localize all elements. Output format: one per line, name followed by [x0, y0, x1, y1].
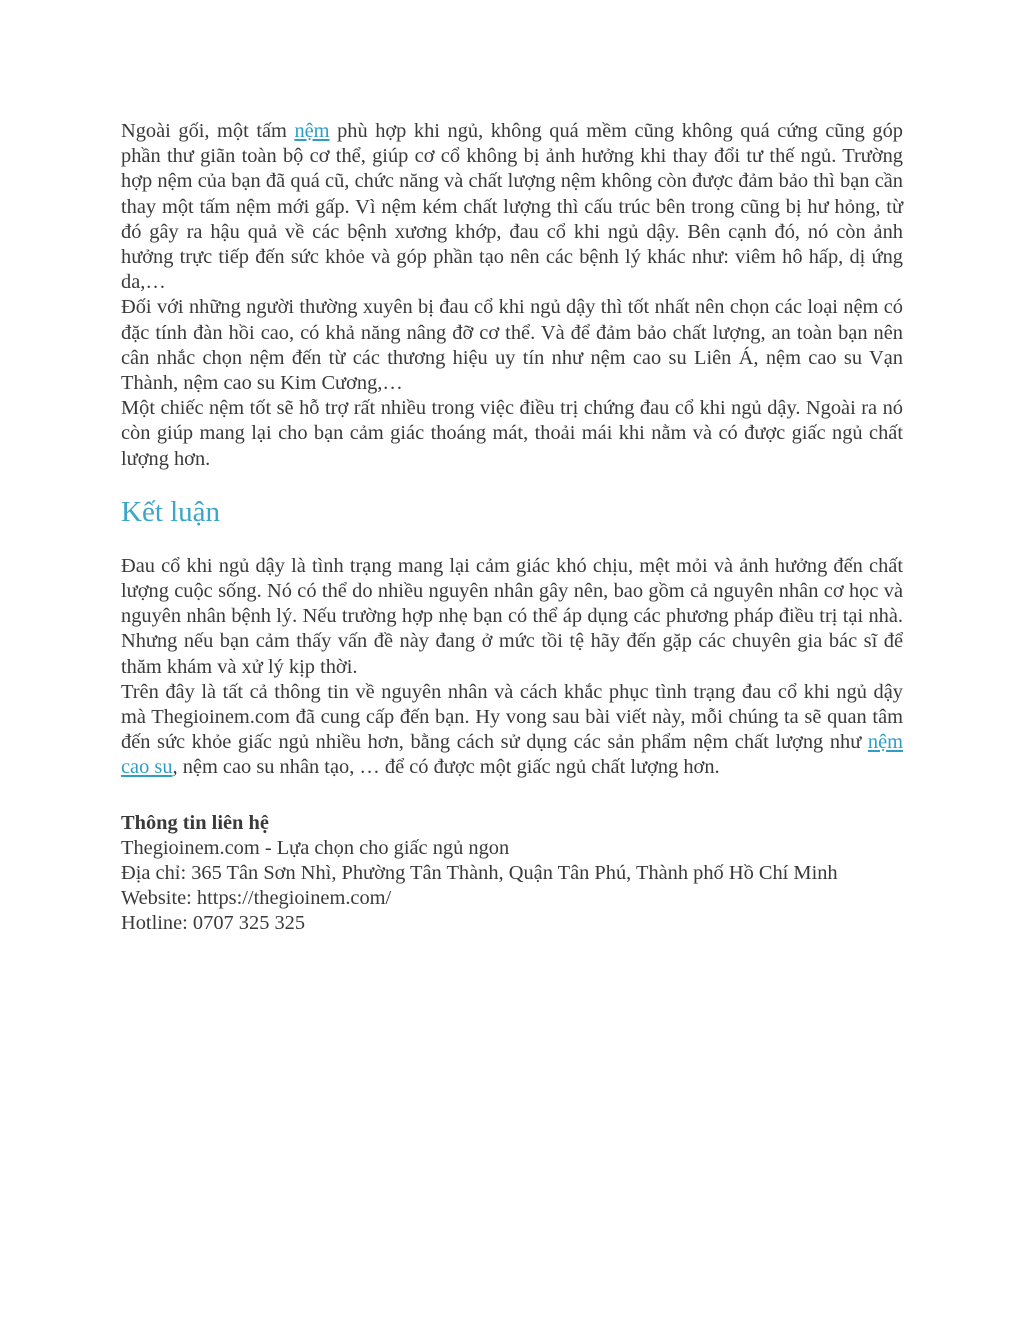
link-nem-cao-su[interactable]: nệm cao su: [121, 731, 903, 779]
paragraph-conclusion-summary: Đau cổ khi ngủ dậy là tình trạng mang lại cảm giác khó chịu, mệt mỏi và ảnh hưởng đến chất lượng cuộc sống. Nó có thể do nhiều nguyên nhân gây nên, bao gồm cả nguyên nhân cơ học và nguyên nhân bệnh lý. Nếu trường hợp nhẹ bạn có thể áp dụng các phương pháp điều trị tại nhà. Nhưng nếu bạn cảm thấy vấn đề này đang ở mức tồi tệ hãy đến gặp các chuyên gia bác sĩ để thăm khám và xử lý kịp thời.: [121, 554, 903, 678]
paragraph-good-mattress: Một chiếc nệm tốt sẽ hỗ trợ rất nhiều trong việc điều trị chứng đau cổ khi ngủ dậy. Ngoài ra nó còn giúp mang lại cho bạn cảm giác thoáng mát, thoải mái khi nằm và có được giấc ngủ chất lượng hơn.: [121, 397, 903, 470]
contact-hotline: Hotline: 0707 325 325: [121, 912, 306, 935]
contact-address: Địa chỉ: 365 Tân Sơn Nhì, Phường Tân Thành, Quận Tân Phú, Thành phố Hồ Chí Minh: [121, 862, 838, 885]
contact-tagline: Thegioinem.com - Lựa chọn cho giấc ngủ ngon: [121, 836, 510, 859]
paragraph-text: phù hợp khi ngủ, không quá mềm cũng không quá cứng cũng góp phần thư giãn toàn bộ cơ thể, giúp cơ cổ không bị ảnh hưởng khi thay đổi tư thế ngủ. Trường hợp nệm của bạn đã quá cũ, chức năng và chất lượng nệm không còn được đảm bảo thì bạn cần thay một tấm nệm mới gấp. Vì nệm kém chất lượng thì cấu trúc bên trong cũng bị hư hỏng, từ đó gây ra hậu quả về các bệnh xương khớp, đau cổ khi ngủ dậy. Bên cạnh đó, nó còn ảnh hưởng trực tiếp đến sức khỏe và góp phần tạo nên các bệnh lý khác như: viêm hô hấp, dị ứng da,…: [121, 120, 903, 294]
contact-website: Website: https://thegioinem.com/: [121, 887, 392, 910]
link-nem[interactable]: nệm: [294, 120, 330, 142]
paragraph-mattress-choice: [121, 119, 903, 295]
paragraph-text: , nệm cao su nhân tạo, … để có được một giấc ngủ chất lượng hơn.: [172, 756, 720, 779]
contact-title: Thông tin liên hệ: [121, 811, 269, 834]
paragraph-neck-pain-advice: Đối với những người thường xuyên bị đau cổ khi ngủ dậy thì tốt nhất nên chọn các loại nệm có đặc tính đàn hồi cao, có khả năng nâng đỡ cơ thể. Và để đảm bảo chất lượng, an toàn bạn nên cân nhắc chọn nệm đến từ các thương hiệu uy tín như nệm cao su Liên Á, nệm cao su Vạn Thành, nệm cao su Kim Cương,…: [121, 296, 903, 395]
paragraph-text: Trên đây là tất cả thông tin về nguyên nhân và cách khắc phục tình trạng đau cổ khi ngủ dậy mà Thegioinem.com đã cung cấp đến bạn. Hy vong sau bài viết này, mỗi chúng ta sẽ quan tâm đến sức khỏe giấc ngủ nhiều hơn, bằng cách sử dụng các sản phẩm nệm chất lượng như: [121, 680, 903, 754]
paragraph-conclusion-closing: [121, 680, 903, 781]
document-page: [121, 119, 903, 937]
conclusion-heading: Kết luận: [121, 495, 221, 528]
paragraph-text: Ngoài gối, một tấm: [121, 120, 295, 142]
